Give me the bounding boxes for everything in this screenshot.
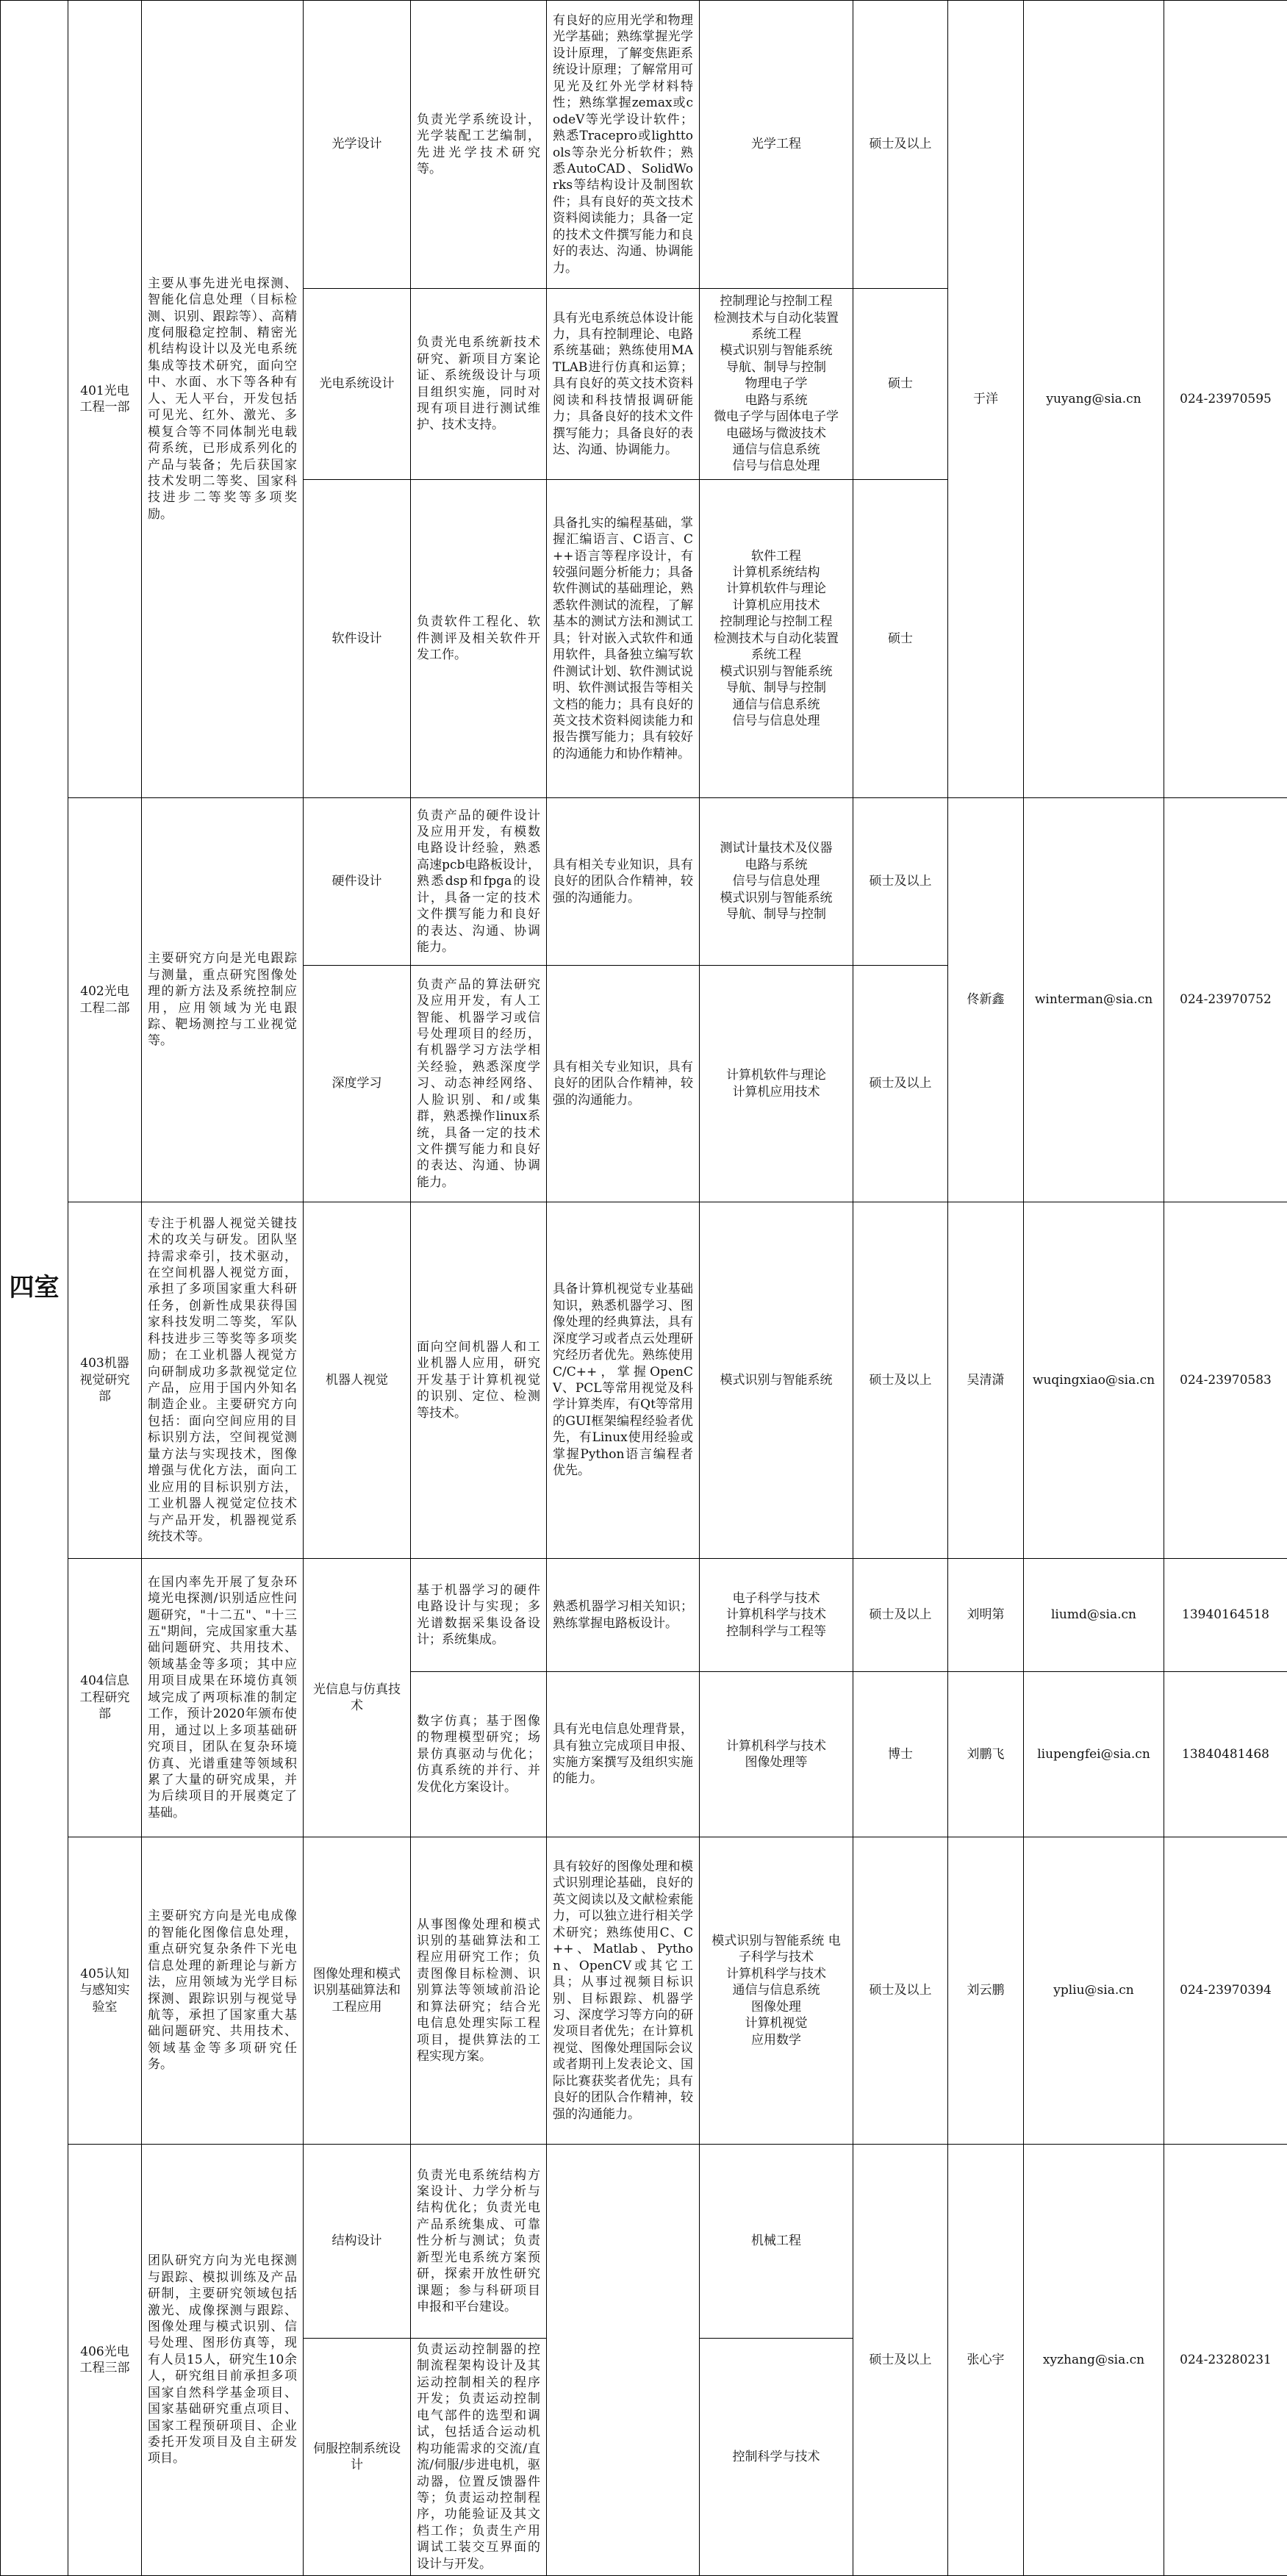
- position-requirement: 具有光电系统总体设计能力，具有控制理论、电路系统基础；熟练使用MATLAB进行仿真和运算；具有良好的英文技术资料阅读和科技情报调研能力；具备良好的技术文件撰写能力；具备良好的表达、沟通、协调能力。: [547, 289, 700, 480]
- department-label: 四室: [1, 1, 68, 2576]
- position-degree: 硕士及以上: [853, 1, 948, 289]
- position-duty: 负责运动控制器的控制流程架构设计及其运动控制相关的程序开发；负责运动控制电气部件的选型和调试，包括适合运动机构功能需求的交流/直流/伺服/步进电机，驱动器，位置反馈器件等；负责运动控制程序，功能验证及其文档工作；负责生产用调试工装交互界面的设计与开发。: [411, 2339, 547, 2576]
- contact-email: xyzhang@sia.cn: [1024, 2145, 1164, 2576]
- position-major: 电子科学与技术 计算机科学与技术 控制科学与工程等: [700, 1559, 853, 1672]
- contact-name: 于洋: [948, 1, 1024, 798]
- position-degree: 硕士及以上: [853, 1559, 948, 1672]
- contact-phone: 024-23970394: [1164, 1837, 1287, 2145]
- position-degree: 硕士及以上: [853, 966, 948, 1202]
- lab-name: 403机器视觉研究部: [68, 1202, 142, 1559]
- lab-name: 401光电工程一部: [68, 1, 142, 798]
- table-row: [1, 1, 1287, 289]
- position-title: 光电系统设计: [304, 289, 411, 480]
- position-major: 光学工程: [700, 1, 853, 289]
- position-degree: 硕士: [853, 480, 948, 798]
- lab-intro: 主要从事先进光电探测、智能化信息处理（目标检测、识别、跟踪等）、高精度伺服稳定控制、精密光机结构设计以及光电系统集成等技术研究，面向空中、水面、水下等各种有人、无人平台，开发包括可见光、红外、激光、多模复合等不同体制光电载荷系统，已形成系列化的产品与装备；先后获国家技术发明二等奖、国家科技进步二等奖等多项奖励。: [142, 1, 304, 798]
- position-major: 软件工程 计算机系统结构 计算机软件与理论 计算机应用技术 控制理论与控制工程 检测技术与自动化装置 系统工程 模式识别与智能系统 导航、制导与控制 通信与信息系统 信号与信息处理: [700, 480, 853, 798]
- contact-name: 吴清潇: [948, 1202, 1024, 1559]
- contact-email: wuqingxiao@sia.cn: [1024, 1202, 1164, 1559]
- contact-email: yuyang@sia.cn: [1024, 1, 1164, 798]
- position-duty: 负责产品的算法研究及应用开发，有人工智能、机器学习或信号处理项目的经历，有机器学习方法学相关经验，熟悉深度学习、动态神经网络、人脸识别、和/或集群，熟悉操作linux系统，具备一定的技术文件撰写能力和良好的表达、沟通、协调能力。: [411, 966, 547, 1202]
- position-title: 深度学习: [304, 966, 411, 1202]
- position-degree: 硕士及以上: [853, 1202, 948, 1559]
- position-requirement: 具备计算机视觉专业基础知识，熟悉机器学习、图像处理的经典算法，具有深度学习或者点云处理研究经历者优先。熟练使用C/C++，掌握OpenCV、PCL等常用视觉及科学计算类库，有Qt等常用的GUI框架编程经验者优先，有Linux使用经验或掌握Python语言编程者优先。: [547, 1202, 700, 1559]
- contact-phone: 13840481468: [1164, 1672, 1287, 1837]
- lab-name: 402光电工程二部: [68, 798, 142, 1202]
- position-duty: 负责光学系统设计，光学装配工艺编制，先进光学技术研究等。: [411, 1, 547, 289]
- position-requirement: 具有光电信息处理背景，具有独立完成项目申报、实施方案撰写及组织实施的能力。: [547, 1672, 700, 1837]
- position-major: 模式识别与智能系统: [700, 1202, 853, 1559]
- position-duty: 负责光电系统结构方案设计、力学分析与结构优化；负责光电产品系统集成、可靠性分析与测试；负责新型光电系统方案预研，探索开放性研究课题；参与科研项目申报和平台建设。: [411, 2145, 547, 2339]
- contact-name: 张心宇: [948, 2145, 1024, 2576]
- position-title: 软件设计: [304, 480, 411, 798]
- position-degree: 硕士及以上: [853, 798, 948, 966]
- position-degree: 博士: [853, 1672, 948, 1837]
- position-title: 伺服控制系统设计: [304, 2339, 411, 2576]
- table-row: [1, 1559, 1287, 1672]
- lab-intro: 主要研究方向是光电跟踪与测量，重点研究图像处理的新方法及系统控制应用，应用领域为光电跟踪、靶场测控与工业视觉等。: [142, 798, 304, 1202]
- position-major: 机械工程: [700, 2145, 853, 2339]
- contact-name: 刘鹏飞: [948, 1672, 1024, 1837]
- contact-phone: 13940164518: [1164, 1559, 1287, 1672]
- lab-intro: 团队研究方向为光电探测与跟踪、模拟训练及产品研制，主要研究领域包括激光、成像探测与跟踪、图像处理与模式识别、信号处理、图形仿真等，现有人员15人，研究生10余人，研究组目前承担多项国家自然科学基金项目、国家基础研究重点项目、国家工程预研项目、企业委托开发项目及自主研发项目。: [142, 2145, 304, 2576]
- position-degree: 硕士: [853, 289, 948, 480]
- position-major: 计算机科学与技术 图像处理等: [700, 1672, 853, 1837]
- position-requirement: 具备扎实的编程基础，掌握汇编语言、C语言、C++语言等程序设计，有较强问题分析能力；具备软件测试的基础理论，熟悉软件测试的流程，了解基本的测试方法和测试工具；针对嵌入式软件和通用软件，具备独立编写软件测试计划、软件测试说明、软件测试报告等相关文档的能力；具有良好的英文技术资料阅读能力和报告撰写能力；具有较好的沟通能力和协作精神。: [547, 480, 700, 798]
- position-title: 结构设计: [304, 2145, 411, 2339]
- position-degree: 硕士及以上: [853, 1837, 948, 2145]
- position-title: 光学设计: [304, 1, 411, 289]
- contact-email: ypliu@sia.cn: [1024, 1837, 1164, 2145]
- position-requirement: 有良好的应用光学和物理光学基础；熟练掌握光学设计原理，了解变焦距系统设计原理；了解常用可见光及红外光学材料特性；熟练掌握zemax或codeV等光学设计软件；熟悉Tracepro或lighttools等杂光分析软件；熟悉AutoCAD、SolidWorks等结构设计及制图软件；具有良好的英文技术资料阅读能力；具备一定的技术文件撰写能力和良好的表达、沟通、协调能力。: [547, 1, 700, 289]
- position-duty: 从事图像处理和模式识别的基础算法和工程应用研究工作；负责图像目标检测、识别算法等领域前沿论和算法研究；结合光电信息处理实际工程项目，提供算法的工程实现方案。: [411, 1837, 547, 2145]
- position-duty: 负责光电系统新技术研究、新项目方案论证、系统级设计与项目组织实施，同时对现有项目进行测试维护、技术支持。: [411, 289, 547, 480]
- contact-name: 刘明第: [948, 1559, 1024, 1672]
- position-duty: 负责软件工程化、软件测评及相关软件开发工作。: [411, 480, 547, 798]
- lab-intro: 专注于机器人视觉关键技术的攻关与研发。团队坚持需求牵引，技术驱动，在空间机器人视觉方面，承担了多项国家重大科研任务，创新性成果获得国家科技发明二等奖，军队科技进步三等奖等多项奖励；在工业机器人视觉方向研制成功多款视觉定位产品，应用于国内外知名制造企业。主要研究方向包括：面向空间应用的目标识别方法，空间视觉测量方法与实现技术，图像增强与优化方法，面向工业应用的目标识别方法，工业机器人视觉定位技术与产品开发，机器视觉系统技术等。: [142, 1202, 304, 1559]
- contact-phone: 024-23280231: [1164, 2145, 1287, 2576]
- contact-email: liupengfei@sia.cn: [1024, 1672, 1164, 1837]
- position-title: 硬件设计: [304, 798, 411, 966]
- position-requirement: [547, 2145, 700, 2576]
- table-row: [1, 1202, 1287, 1559]
- position-major: 测试计量技术及仪器 电路与系统 信号与信息处理 模式识别与智能系统 导航、制导与控制: [700, 798, 853, 966]
- position-title: 图像处理和模式识别基础算法和工程应用: [304, 1837, 411, 2145]
- lab-intro: 主要研究方向是光电成像的智能化图像信息处理，重点研究复杂条件下光电信息处理的新理论与新方法，应用领域为光学目标探测、跟踪识别与视觉导航等，承担了国家重大基础问题研究、共用技术、领域基金等多项研究任务。: [142, 1837, 304, 2145]
- lab-name: 404信息工程研究部: [68, 1559, 142, 1837]
- position-major: 控制科学与技术: [700, 2339, 853, 2576]
- position-duty: 数字仿真；基于图像的物理模型研究；场景仿真驱动与优化；仿真系统的并行、并发优化方案设计。: [411, 1672, 547, 1837]
- position-title: 光信息与仿真技术: [304, 1559, 411, 1837]
- table-row: [1, 2145, 1287, 2339]
- contact-name: 刘云鹏: [948, 1837, 1024, 2145]
- position-major: 模式识别与智能系统 电子科学与技术 计算机科学与技术 通信与信息系统 图像处理 计算机视觉 应用数学: [700, 1837, 853, 2145]
- contact-email: winterman@sia.cn: [1024, 798, 1164, 1202]
- lab-intro: 在国内率先开展了复杂环境光电探测/识别适应性问题研究，"十二五"、"十三五"期间，完成国家重大基础问题研究、共用技术、领域基金等多项；其中应用项目成果在环境仿真领域完成了两项标准的制定工作，预计2020年颁布使用，通过以上多项基础研究项目，团队在复杂环境仿真、光谱重建等领域积累了大量的研究成果，并为后续项目的开展奠定了基础。: [142, 1559, 304, 1837]
- position-duty: 面向空间机器人和工业机器人应用，研究开发基于计算机视觉的识别、定位、检测等技术。: [411, 1202, 547, 1559]
- table-row: [1, 798, 1287, 966]
- position-degree: 硕士及以上: [853, 2145, 948, 2576]
- position-duty: 负责产品的硬件设计及应用开发，有模数电路设计经验，熟悉高速pcb电路板设计，熟悉dsp和fpga的设计，具备一定的技术文件撰写能力和良好的表达、沟通、协调能力。: [411, 798, 547, 966]
- position-duty: 基于机器学习的硬件电路设计与实现；多光谱数据采集设备设计；系统集成。: [411, 1559, 547, 1672]
- contact-email: liumd@sia.cn: [1024, 1559, 1164, 1672]
- position-major: 计算机软件与理论 计算机应用技术: [700, 966, 853, 1202]
- contact-phone: 024-23970583: [1164, 1202, 1287, 1559]
- position-requirement: 具有相关专业知识，具有良好的团队合作精神，较强的沟通能力。: [547, 798, 700, 966]
- table-row: [1, 1837, 1287, 2145]
- contact-phone: 024-23970752: [1164, 798, 1287, 1202]
- lab-name: 405认知与感知实验室: [68, 1837, 142, 2145]
- position-major: 控制理论与控制工程 检测技术与自动化装置 系统工程 模式识别与智能系统 导航、制导与控制 物理电子学 电路与系统 微电子学与固体电子学 电磁场与微波技术 通信与信息系统 信号与信息处理: [700, 289, 853, 480]
- position-title: 机器人视觉: [304, 1202, 411, 1559]
- lab-name: 406光电工程三部: [68, 2145, 142, 2576]
- contact-name: 佟新鑫: [948, 798, 1024, 1202]
- contact-phone: 024-23970595: [1164, 1, 1287, 798]
- position-requirement: 具有较好的图像处理和模式识别理论基础，良好的英文阅读以及文献检索能力，可以独立进行相关学术研究；熟练使用C、C++、Matlab、Python、OpenCV或其它工具；从事过视频目标识别、目标跟踪、机器学习、深度学习等方向的研发项目者优先；在计算机视觉、图像处理国际会议或者期刊上发表论文、国际比赛获奖者优先；具有良好的团队合作精神，较强的沟通能力。: [547, 1837, 700, 2145]
- position-requirement: 熟悉机器学习相关知识；熟练掌握电路板设计。: [547, 1559, 700, 1672]
- position-requirement: 具有相关专业知识，具有良好的团队合作精神，较强的沟通能力。: [547, 966, 700, 1202]
